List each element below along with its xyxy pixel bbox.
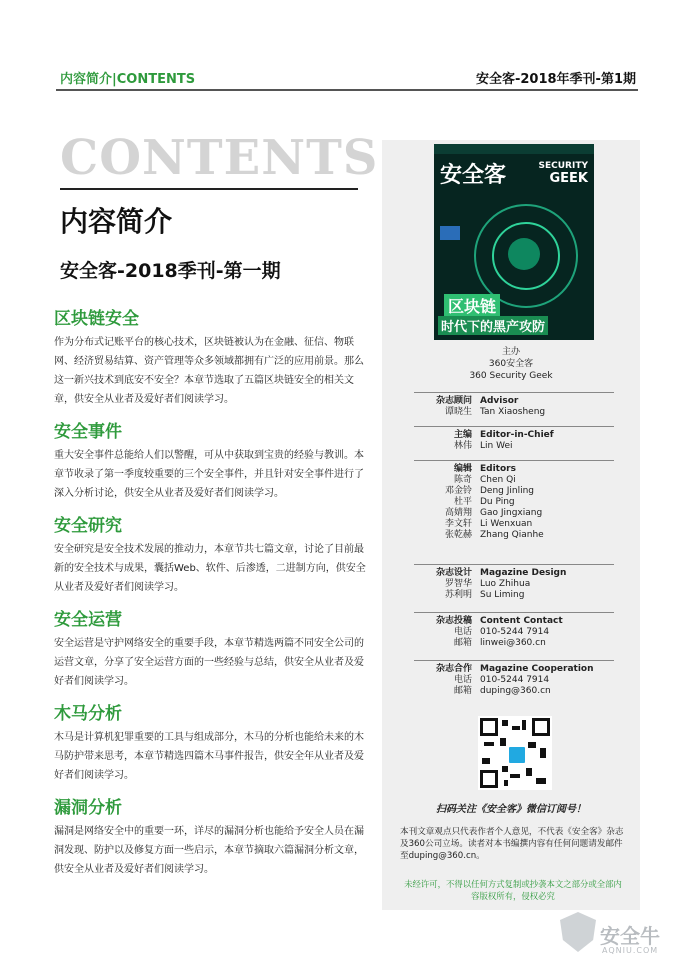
contact-email: linwei@360.cn [480, 638, 546, 648]
person-en: Tan Xiaosheng [480, 407, 546, 417]
person-en: Luo Zhihua [480, 579, 531, 589]
section-body: 安全研究是安全技术发展的推动力，本章节共七篇文章，讨论了目前最新的安全技术与成果，囊括Web、软件、后渗透，二进制方向，供安全从业者及爱好者们阅读学习。 [54, 544, 366, 593]
contact-phone: 010-5244 7914 [480, 627, 550, 637]
section-body: 重大安全事件总能给人们以警醒，可从中获取到宝贵的经验与教训。本章节收录了第一季度较重要的三个安全事件，并且针对安全事件进行了深入分析讨论，供安全从业者及爱好者们阅读学习。 [54, 450, 364, 499]
section-heading: 安全运营 [54, 610, 122, 630]
role-title-en: Magazine Design [480, 568, 567, 578]
sponsor-block [382, 346, 640, 382]
person-cn: 高婧翔 [444, 508, 472, 518]
role-divider [414, 564, 614, 565]
person-cn: 罗智华 [444, 579, 472, 589]
qr-module [500, 738, 506, 746]
person-cn: 苏利明 [444, 590, 472, 600]
role-divider [414, 460, 614, 461]
title-divider [60, 188, 358, 190]
qr-finder [532, 718, 550, 736]
qr-module [502, 720, 508, 726]
cover-headline-2: 时代下的黑产攻防 [438, 316, 548, 335]
role-divider [414, 660, 614, 661]
section-research [54, 511, 366, 597]
role-divider [414, 612, 614, 613]
person-cn: 谭晓生 [444, 407, 472, 417]
role-title-cn: 杂志设计 [435, 568, 472, 578]
section-events [54, 417, 366, 503]
role-title-en: Editor-in-Chief [480, 430, 554, 440]
section-heading: 木马分析 [54, 704, 122, 724]
role-content-contact [414, 612, 614, 649]
section-body: 木马是计算机犯罪重要的工具与组成部分，木马的分析也能给未来的木马防护带来思考，本章节精选四篇木马事件报告，供安全年从业者及爱好者们阅读学习。 [54, 732, 364, 781]
qr-module [512, 726, 520, 730]
qr-module [540, 748, 546, 758]
header-divider [56, 89, 638, 91]
section-body: 漏洞是网络安全中的重要一环，详尽的漏洞分析也能给予安全人员在漏洞发现、防护以及修复方面一些启示，本章节摘取六篇漏洞分析文章，供安全从业者及爱好者们阅读学习。 [54, 826, 364, 875]
role-title-en: Editors [480, 464, 516, 474]
section-vulnerability [54, 793, 366, 879]
role-title-cn: 主编 [453, 430, 472, 440]
sponsor-label: 主办 [501, 347, 520, 357]
person-en: Zhang Qianhe [480, 530, 544, 540]
office-tile-icon [440, 226, 460, 240]
page-subtitle: 安全客-2018季刊-第一期 [60, 260, 281, 282]
person-en: Li Wenxuan [480, 519, 533, 529]
qr-module [504, 780, 508, 786]
person-cn: 陈奇 [453, 475, 472, 485]
role-editors [414, 460, 614, 541]
qr-module [484, 742, 494, 746]
cover-title: 安全客 [440, 163, 507, 188]
cover-security: SECURITY [538, 161, 588, 171]
person-cn: 张乾赫 [444, 530, 472, 540]
qr-finder [480, 770, 498, 788]
section-heading: 安全事件 [54, 422, 122, 442]
person-cn: 邓金铃 [444, 486, 472, 496]
contact-label: 电话 [453, 675, 472, 685]
qr-module [522, 720, 526, 730]
contact-label: 邮箱 [453, 686, 472, 696]
person-cn: 李文轩 [444, 519, 472, 529]
cover-headline-1: 区块链 [444, 294, 500, 317]
role-title-en: Content Contact [480, 616, 563, 626]
header-issue-label: 安全客-2018年季刊-第1期 [475, 72, 636, 87]
person-cn: 林伟 [453, 441, 472, 451]
qr-module [536, 778, 546, 784]
role-title-en: Advisor [480, 396, 519, 406]
aqniu-brand-cn: 安全牛 [600, 924, 660, 948]
section-body: 作为分布式记账平台的核心技术，区块链被认为在金融、征信、物联网、经济贸易结算、资产管理等众多领域都拥有广泛的应用前景。那么这一新兴技术到底安不安全？本章节选取了五篇区块链安全的相关文章，供安全从业者及爱好者们阅读学习。 [54, 337, 364, 405]
person-en: Gao Jingxiang [480, 508, 543, 518]
magazine-cover-image [434, 144, 594, 340]
role-magazine-cooperation [414, 660, 614, 697]
cover-ring-core [508, 238, 540, 270]
role-divider [414, 392, 614, 393]
qr-center-logo-icon [507, 745, 527, 765]
qr-finder [480, 718, 498, 736]
role-divider [414, 426, 614, 427]
qr-module [482, 758, 490, 764]
section-heading: 安全研究 [54, 516, 122, 536]
person-cn: 杜平 [453, 497, 472, 507]
section-heading: 区块链安全 [54, 309, 139, 329]
contact-label: 电话 [453, 627, 472, 637]
role-title-cn: 杂志顾问 [435, 396, 472, 406]
copyright-notice: 未经许可，不得以任何方式复制或抄袭本文之部分或全部内容版权所有，侵权必究 [404, 879, 622, 901]
page-title: 内容简介 [60, 205, 173, 238]
contact-label: 邮箱 [453, 638, 472, 648]
section-body: 安全运营是守护网络安全的重要手段，本章节精选两篇不同安全公司的运营文章，分享了安全运营方面的一些经验与总结，供安全从业者及爱好者们阅读学习。 [54, 638, 364, 687]
aqniu-brand-en: AQNIU.COM [602, 946, 659, 955]
section-trojan [54, 699, 366, 785]
person-en: Deng Jinling [480, 486, 535, 496]
sponsor-en: 360 Security Geek [469, 371, 553, 381]
cover-security-geek [539, 160, 588, 186]
section-list [54, 304, 366, 887]
person-en: Lin Wei [480, 441, 513, 451]
person-en: Chen Qi [480, 475, 516, 485]
section-heading: 漏洞分析 [54, 798, 122, 818]
scan-instruction: 扫码关注《安全客》微信订阅号！ [436, 804, 586, 815]
aqniu-shield-icon [560, 912, 596, 952]
section-blockchain [54, 304, 366, 409]
contact-email: duping@360.cn [480, 686, 551, 696]
qr-module [526, 768, 532, 776]
role-title-cn: 编辑 [453, 464, 472, 474]
section-operations [54, 605, 366, 691]
sponsor-cn: 360安全客 [488, 359, 534, 369]
wechat-qr-code [478, 716, 552, 790]
role-title-cn: 杂志投稿 [435, 616, 472, 626]
cover-topbar [434, 144, 594, 154]
cover-geek: GEEK [549, 171, 588, 186]
contents-watermark: CONTENTS [60, 130, 379, 186]
qr-module [510, 774, 520, 778]
role-editor-in-chief [414, 426, 614, 452]
contact-phone: 010-5244 7914 [480, 675, 550, 685]
role-advisor [414, 392, 614, 418]
qr-module [502, 766, 508, 772]
qr-module [528, 742, 536, 748]
person-en: Du Ping [480, 497, 515, 507]
role-title-cn: 杂志合作 [435, 664, 472, 674]
role-title-en: Magazine Cooperation [480, 664, 594, 674]
masthead-panel [382, 140, 640, 910]
person-en: Su Liming [480, 590, 525, 600]
header-section-label: 内容简介|CONTENTS [60, 72, 196, 87]
role-magazine-design [414, 564, 614, 601]
disclaimer-text: 本刊文章观点只代表作者个人意见，不代表《安全客》杂志及360公司立场。读者对本书编撰内容有任何问题请发邮件至duping@360.cn。 [400, 827, 624, 861]
